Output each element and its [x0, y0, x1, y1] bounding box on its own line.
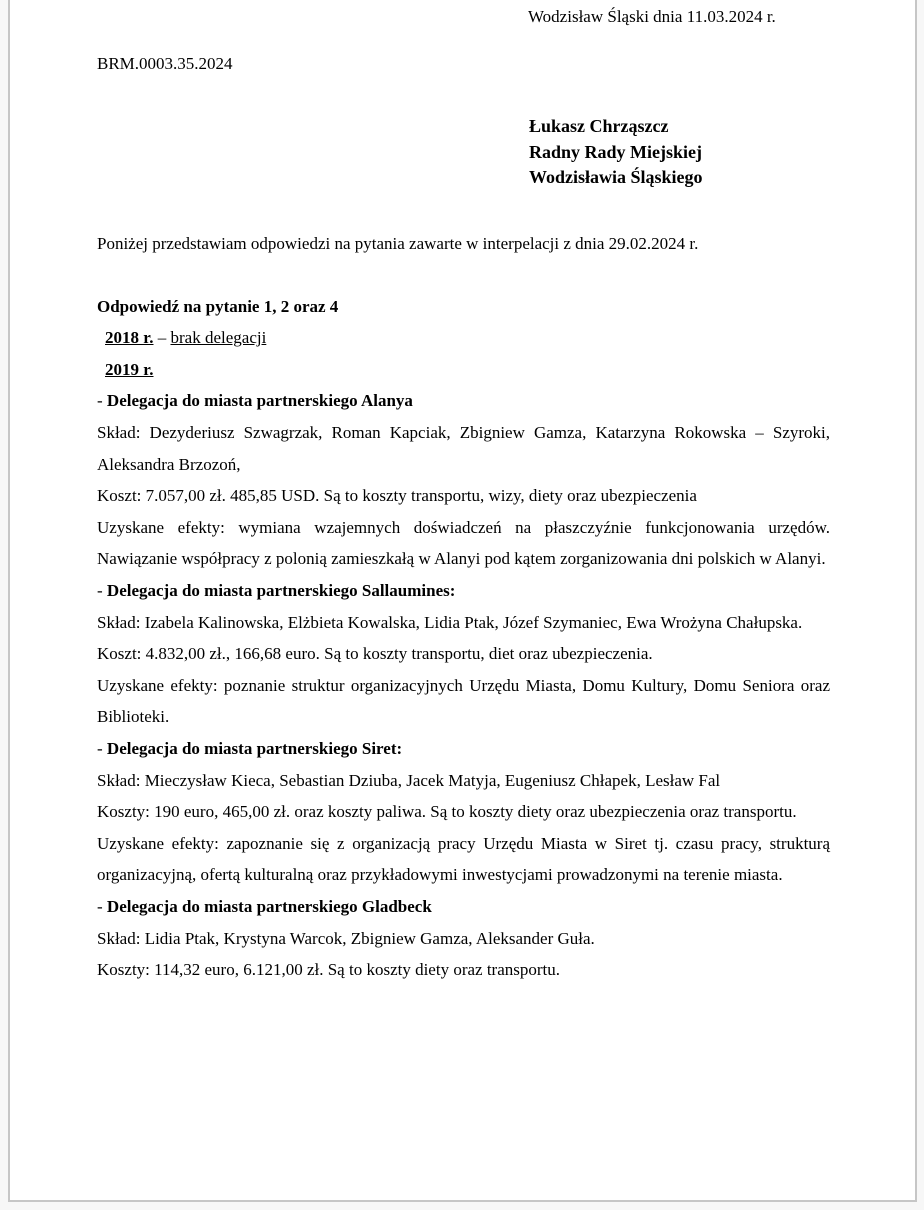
- delegation-paragraph: Skład: Lidia Ptak, Krystyna Warcok, Zbigniew Gamza, Aleksander Guła.: [97, 928, 595, 948]
- delegation-paragraph: Koszty: 190 euro, 465,00 zł. oraz koszty paliwa. Są to koszty diety oraz ubezpieczenia oraz transportu.: [97, 802, 797, 822]
- delegation-heading: [97, 891, 830, 923]
- year-2019-label: 2019 r.: [105, 359, 154, 379]
- answer-heading: Odpowiedź na pytanie 1, 2 oraz 4: [97, 296, 339, 316]
- addressee-title-line-2: Wodzisławia Śląskiego: [529, 167, 703, 187]
- delegation-paragraph: Uzyskane efekty: zapoznanie się z organizacją pracy Urzędu Miasta w Siret tj. czasu pracy, strukturą organizacyjną, ofertą kulturalną oraz przykładowymi inwestycjami prowadzonymi na terenie miasta.: [97, 833, 830, 885]
- year-2018-separator: –: [153, 328, 171, 348]
- delegation-paragraph: Koszt: 4.832,00 zł., 166,68 euro. Są to koszty transportu, diet oraz ubezpieczenia.: [97, 644, 653, 664]
- addressee-name: Łukasz Chrząszcz: [529, 116, 669, 136]
- document-body: [97, 228, 830, 986]
- delegation-heading-label: Delegacja do miasta partnerskiego Siret:: [106, 739, 403, 758]
- delegation-paragraph: Uzyskane efekty: poznanie struktur organizacyjnych Urzędu Miasta, Domu Kultury, Domu Seniora oraz Biblioteki.: [97, 675, 830, 727]
- delegation-heading-label: Delegacja do miasta partnerskiego Sallaumines:: [106, 581, 456, 601]
- delegation-paragraph: Skład: Mieczysław Kieca, Sebastian Dziuba, Jacek Matyja, Eugeniusz Chłapek, Lesław Fal: [97, 770, 721, 790]
- delegation-heading-prefix: -: [97, 896, 107, 916]
- delegation-heading-label: Delegacja do miasta partnerskiego Alanya: [106, 391, 413, 411]
- delegations-list: [97, 385, 830, 985]
- delegation-paragraph: Koszty: 114,32 euro, 6.121,00 zł. Są to koszty diety oraz transportu.: [97, 960, 561, 980]
- year-2018-label: 2018 r.: [105, 328, 154, 348]
- delegation-heading-label: Delegacja do miasta partnerskiego Gladbeck: [106, 896, 432, 916]
- delegation-heading: [97, 733, 830, 765]
- addressee-block: [529, 114, 830, 191]
- delegation-paragraph: Skład: Dezyderiusz Szwagrzak, Roman Kapciak, Zbigniew Gamza, Katarzyna Rokowska – Szyroki, Aleksandra Brzozoń,: [97, 423, 830, 474]
- reference-number: BRM.0003.35.2024: [97, 54, 233, 73]
- addressee-title-line-1: Radny Rady Miejskiej: [529, 141, 703, 162]
- paragraph-spacer: [97, 259, 830, 291]
- year-2018-note: brak delegacji: [170, 328, 267, 348]
- delegation-paragraph: Koszt: 7.057,00 zł. 485,85 USD. Są to koszty transportu, wizy, diety oraz ubezpieczenia: [97, 486, 697, 506]
- year-2019-line: [105, 354, 830, 386]
- delegation-paragraph: Skład: Izabela Kalinowska, Elżbieta Kowalska, Lidia Ptak, Józef Szymaniec, Ewa Wrożyna Chałupska.: [97, 612, 803, 632]
- document-page: [8, 0, 917, 1202]
- intro-paragraph: Poniżej przedstawiam odpowiedzi na pytania zawarte w interpelacji z dnia 29.02.2024 r.: [97, 233, 699, 253]
- delegation-heading: [97, 575, 830, 607]
- delegation-paragraph: Uzyskane efekty: wymiana wzajemnych doświadczeń na płaszczyźnie funkcjonowania urzędów. Nawiązanie współpracy z polonią zamieszkałą w Alanyi pod kątem zorganizowania dni polskich w Alanyi.: [97, 517, 830, 569]
- delegation-heading-prefix: -: [97, 739, 107, 758]
- date-line: Wodzisław Śląski dnia 11.03.2024 r.: [528, 7, 776, 26]
- delegation-heading: [97, 385, 830, 417]
- year-2018-line: [105, 322, 830, 354]
- delegation-heading-prefix: -: [97, 581, 107, 601]
- delegation-heading-prefix: -: [97, 391, 107, 411]
